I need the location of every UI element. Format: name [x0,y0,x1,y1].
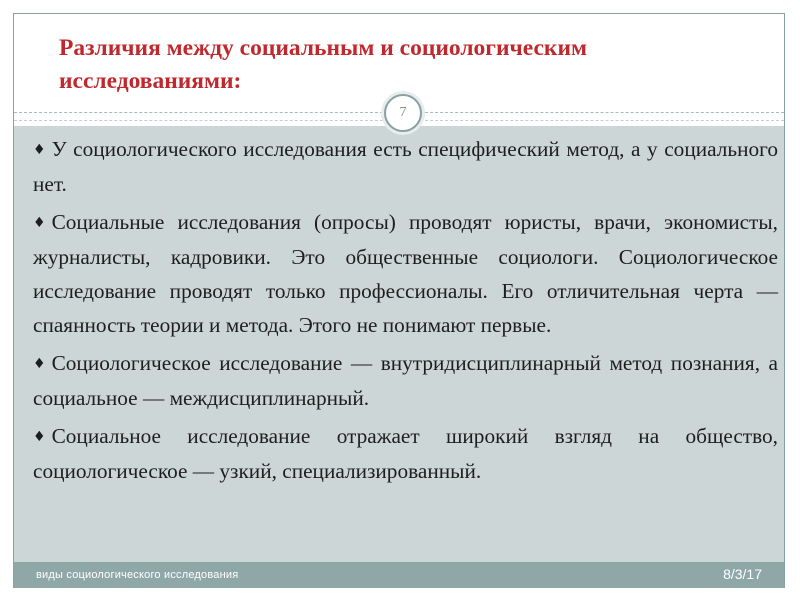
footer-date: 8/3/17 [723,566,762,582]
diamond-bullet-icon: ♦ [33,356,46,372]
list-item [33,132,778,201]
bullet-list [33,132,778,492]
page-number-badge: 7 [384,94,422,132]
footer-bar [14,562,784,588]
slide-frame [13,13,785,588]
bullet-text: Социологическое исследование — внутридисциплинарный метод познания, а социальное — междисциплинарный. [33,351,778,410]
content-panel [14,126,784,562]
list-item [33,346,778,415]
slide-title: Различия между социальным и социологическим исследованиями: [59,35,587,94]
bullet-text: Социальное исследование отражает широкий взгляд на общество, социологическое — узкий, специализированный. [33,424,778,483]
diamond-bullet-icon: ♦ [33,215,46,231]
diamond-bullet-icon: ♦ [33,429,46,445]
list-item [33,419,778,488]
list-item [33,205,778,342]
bullet-text: У социологического исследования есть специфический метод, а у социального нет. [33,137,778,196]
diamond-bullet-icon: ♦ [33,142,46,158]
footer-title: виды социологического исследования [36,569,239,581]
bullet-text: Социальные исследования (опросы) проводят юристы, врачи, экономисты, журналисты, кадровики. Это общественные социологи. Социологическое исследование проводят только профессионалы. Его отличительная черта — спаянность теории и метода. Этого не понимают первые. [33,210,778,337]
